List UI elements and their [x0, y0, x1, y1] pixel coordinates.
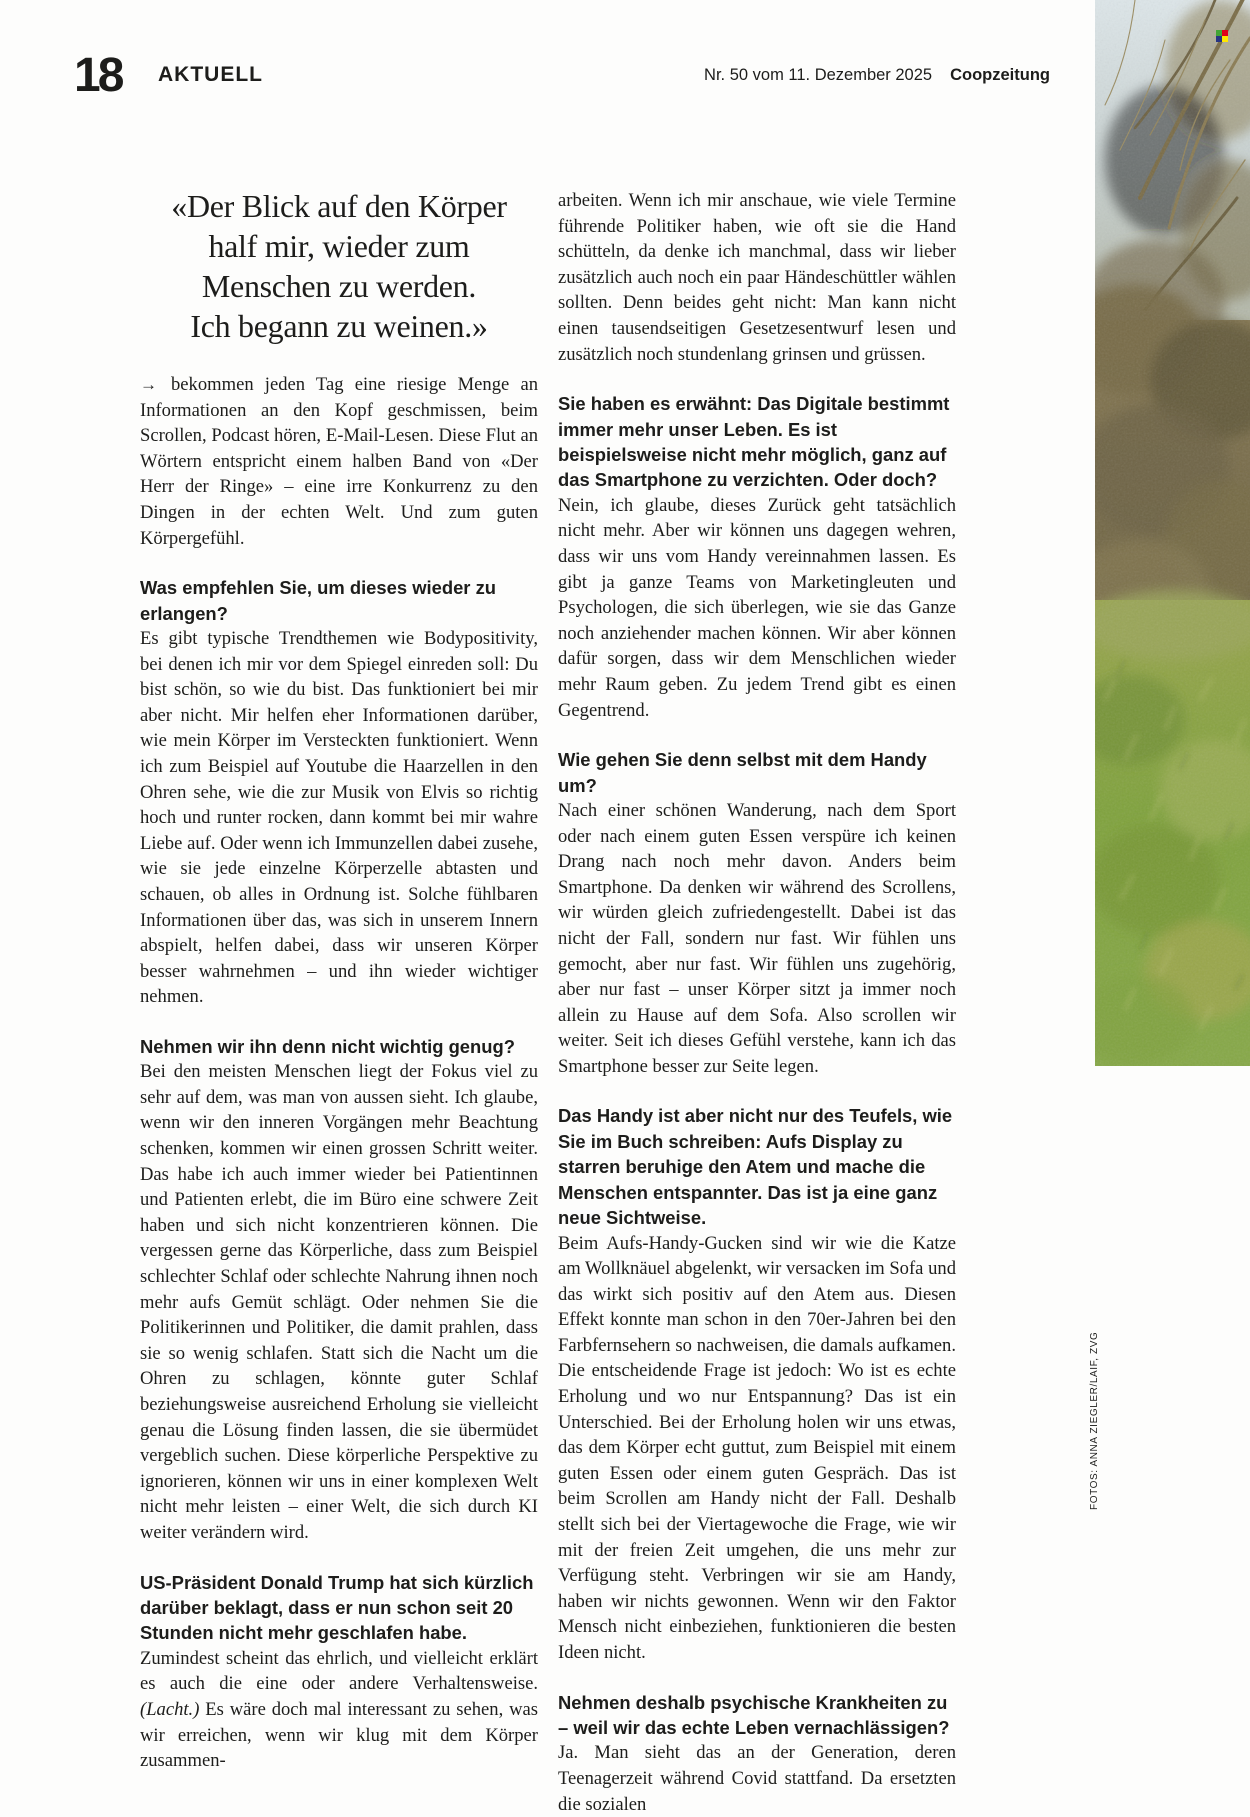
interview-answer: Beim Aufs-Handy-Gucken sind wir wie die Katze am Wollknäuel abgelenkt, wir versacken im Sofa und das wirkt sich positiv auf den Atem aus. Diesen Effekt konnte man schon in den 70er-Jahren bei den Farbfernsehern so nachweisen, die damals aufkamen. Die entscheidende Frage ist jedoch: Wo ist es echte Erholung und wo nur Entspannung? Das ist ein Unterschied. Bei der Erholung holen wir uns etwas, das dem Körper echt guttut, zum Beispiel mit einem guten Essen oder einem guten Gespräch. Das ist beim Scrollen am Handy nicht der Fall. Deshalb stellt sich bei der Viertagewoche die Frage, wie wir mit der freien Zeit umgehen, die uns mehr zur Verfügung steht. Verbringen wir sie am Handy, haben wir nichts gewonnen. Wenn wir den Faktor Mensch nicht einbeziehen, funktionieren die besten Ideen nicht. — [558, 1232, 956, 1663]
section-label: AKTUELL — [158, 63, 263, 86]
pull-quote-line: half mir, wieder zum — [208, 228, 470, 264]
photo-credit: FOTOS: ANNA ZIEGLER/LAIF, ZVG — [1089, 1331, 1100, 1510]
interview-question: Sie haben es erwähnt: Das Digitale bestimmt immer mehr unser Leben. Es ist beispielsweise nicht mehr möglich, ganz auf das Smartphone zu verzichten. Oder doch? — [558, 393, 950, 491]
pull-quote-line: Menschen zu werden. — [201, 268, 477, 304]
interview-question: Nehmen wir ihn denn nicht wichtig genug? — [140, 1035, 515, 1057]
interview-answer: Nach einer schönen Wanderung, nach dem Sport oder nach einem guten Essen verspüre ich keinen Drang nach noch mehr davon. Anders beim Smartphone. Da denken wir während des Scrollens, wir würden gleich zufriedengestellt. Dabei ist das nicht der Fall, sondern nur fast. Wir fühlen uns gemocht, aber nur fast. Wir fühlen uns zugehörig, aber nur fast – unser Körper sitzt ja immer noch allein zu Hause auf dem Sofa. Also scrollen wir weiter. Seit ich dieses Gefühl verstehe, kann ich das Smartphone besser zur Seite legen. — [558, 799, 956, 1077]
continuation-arrow-icon: → — [140, 375, 157, 394]
reg-color-yellow — [1222, 36, 1228, 42]
pull-quote-line: Ich begann zu weinen.» — [190, 308, 488, 344]
publication-name: Coopzeitung — [950, 66, 1050, 84]
stage-direction: (Lacht.) — [140, 1698, 200, 1720]
interview-answer: arbeiten. Wenn ich mir anschaue, wie viele Termine führende Politiker haben, wie oft sie die Hand schütteln, da denke ich manchmal, dass wir lieber zusätzlich auch noch ein paar Händeschüttler wählen sollten. Denn beides geht nicht: Man kann nicht einen tausendseitigen Gesetzesentwurf lesen und zusätzlich noch stundenlang grinsen und grüssen. — [558, 190, 956, 365]
interview-answer — [140, 1646, 538, 1774]
pull-quote — [128, 186, 550, 346]
interview-question: US-Präsident Donald Trump hat sich kürzlich darüber beklagt, dass er nun schon seit 20 Stunden nicht mehr geschlafen habe. — [140, 1571, 534, 1644]
interview-question: Nehmen deshalb psychische Krankheiten zu – weil wir das echte Leben vernachlässigen? — [558, 1691, 950, 1738]
interview-answer: Ja. Man sieht das an der Generation, deren Teenagerzeit während Covid stattfand. Da ersetzten die sozialen — [558, 1742, 956, 1815]
issue-line — [600, 66, 1050, 86]
page-number: 18 — [74, 49, 122, 102]
issue-date: Nr. 50 vom 11. Dezember 2025 — [704, 66, 933, 84]
article-column-right — [558, 188, 956, 1817]
answer-text: Zumindest scheint das ehrlich, und vielleicht erklärt es auch die eine oder andere Verhaltensweise. — [140, 1647, 538, 1695]
article-column-left — [140, 372, 538, 1774]
interview-answer: Es gibt typische Trendthemen wie Bodypositivity, bei denen ich mir vor dem Spiegel einreden soll: Du bist schön, so wie du bist. Das funktioniert bei mir aber nicht. Mir helfen eher Informationen darüber, wie mein Körper im Versteckten funktioniert. Wenn ich zum Beispiel auf Youtube die Haarzellen in den Ohren sehe, wie die zur Musik von Elvis so richtig hoch und runter rocken, dann kommt bei mir wahre Liebe auf. Oder wenn ich Immunzellen dabei zusehe, wie sie jede einzelne Körperzelle abtasten und schauen, ob alles in Ordnung ist. Solche fühlbaren Informationen über das, was sich in unserem Innern abspielt, helfen dabei, dass wir unseren Körper besser wahrnehmen – und ihn wieder wichtiger nehmen. — [140, 627, 538, 1008]
nature-photo — [1095, 0, 1250, 1066]
interview-question: Das Handy ist aber nicht nur des Teufels, wie Sie im Buch schreiben: Aufs Display zu starren beruhige den Atem und mache die Menschen entspannter. Das ist ja eine ganz neue Sichtweise. — [558, 1105, 953, 1229]
interview-answer: Bei den meisten Menschen liegt der Fokus viel zu sehr auf dem, was man von aussen sieht. Ich glaube, wenn wir den inneren Vorgängen mehr Beachtung schenken, kommen wir einen grossen Schritt weiter. Das habe ich auch immer wieder bei Patientinnen und Patienten erlebt, die im Büro eine schwere Zeit haben und sich nicht konzentrieren können. Die vergessen gerne das Körperliche, dass zum Beispiel schlechter Schlaf oder schlechte Nahrung ihnen noch mehr aufs Gemüt schlägt. Oder nehmen Sie die Politikerinnen und Politiker, die damit prahlen, dass sie so wenig schlafen. Statt sich die Nacht um die Ohren zu schlagen, könnte guter Schlaf beziehungsweise ausreichend Erholung sie vielleicht genau die Lösung finden lassen, die sie übermüdet vergeblich suchen. Diese körperliche Perspektive zu ignorieren, können wir uns in einer komplexen Welt nicht mehr leisten – einer Welt, die sich durch KI weiter verändern wird. — [140, 1061, 538, 1543]
interview-question: Wie gehen Sie denn selbst mit dem Handy um? — [558, 749, 927, 796]
registration-mark — [1216, 30, 1228, 42]
pull-quote-line: «Der Blick auf den Körper — [171, 188, 507, 224]
answer-text: bekommen jeden Tag eine riesige Menge an Informationen an den Kopf geschmissen, beim Scrollen, Podcast hören, E-Mail-Lesen. Diese Flut an Wörtern entspricht einem halben Band von «Der Herr der Ringe» – eine irre Konkurrenz zu den Dingen in der echten Welt. Und zum guten Körpergefühl. — [140, 374, 538, 549]
interview-answer: Nein, ich glaube, dieses Zurück geht tatsächlich nicht mehr. Aber wir können uns dagegen wehren, dass wir uns vom Handy vereinnahmen lassen. Es gibt ja ganze Teams von Marketingleuten und Psychologen, die sich überlegen, wie sie das Ganze noch anziehender machen können. Wir aber können dafür sorgen, dass wir dem Menschlichen wieder mehr Raum geben. Zu jedem Trend gibt es einen Gegentrend. — [558, 494, 956, 721]
interview-answer — [140, 372, 538, 551]
answer-text: Es wäre doch mal interessant zu sehen, was wir erreichen, wenn wir klug mit dem Körper zusammen- — [140, 1698, 538, 1772]
interview-question: Was empfehlen Sie, um dieses wieder zu erlangen? — [140, 577, 497, 624]
